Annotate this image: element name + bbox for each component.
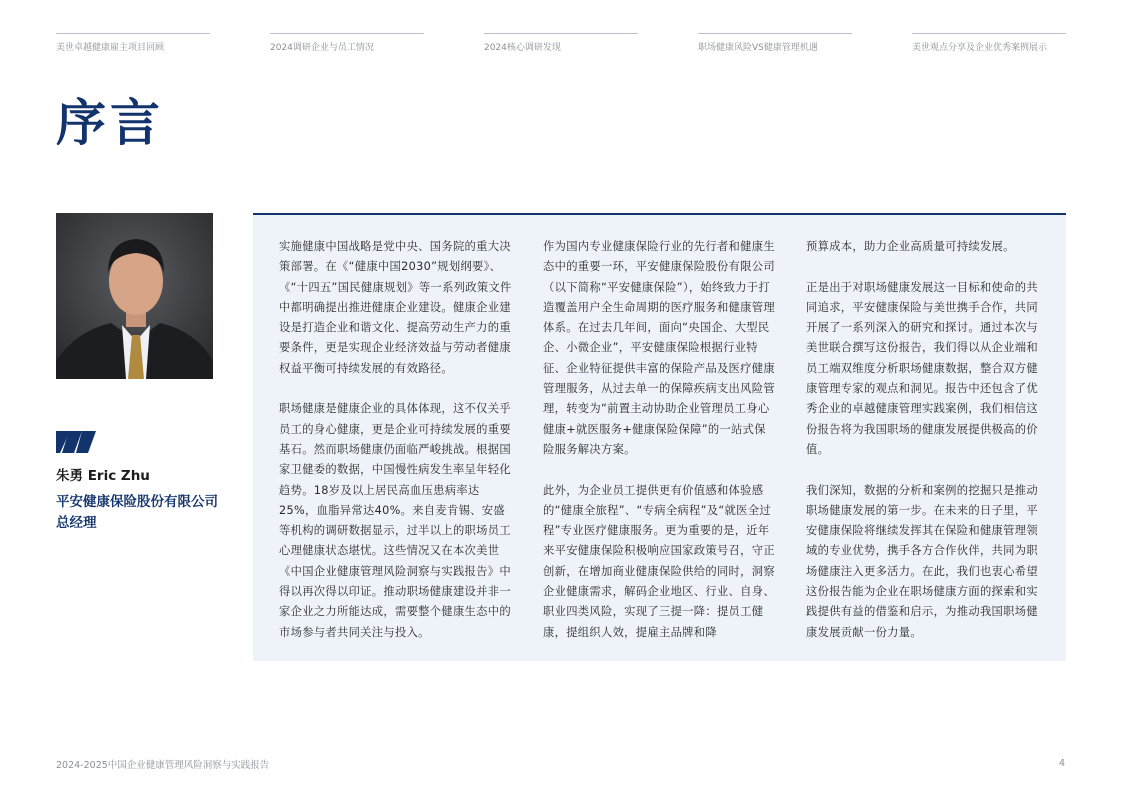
page-number: 4 bbox=[1059, 758, 1066, 769]
paragraph: 预算成本，助力企业高质量可持续发展。 bbox=[806, 240, 1015, 253]
nav-item-project-review[interactable]: 美世卓越健康雇主项目回顾 bbox=[56, 33, 210, 53]
nav-item-survey-profile[interactable]: 2024调研企业与员工情况 bbox=[270, 33, 424, 53]
page-title: 序言 bbox=[56, 94, 164, 152]
brand-logo-mark bbox=[56, 431, 96, 453]
paragraph: 作为国内专业健康保险行业的先行者和健康生态中的重要一环，平安健康保险股份有限公司（以下简称“平安健康保险”），始终致力于打造覆盖用户全生命周期的医疗服务和健康管理体系。在过去几年间，面向“央国企、大型民企、小微企业”，平安健康保险根据行业特征、企业特征提供丰富的保险产品及医疗健康管理服务，从过去单一的保障疾病支出风险管理，转变为“前置主动协助企业管理员工身心健康+就医服务+健康保险保障”的一站式保险服务解决方案。 bbox=[543, 240, 775, 456]
preface-text-panel bbox=[253, 213, 1066, 661]
section-nav bbox=[56, 33, 1066, 57]
paragraph: 职场健康是健康企业的具体体现，这不仅关乎员工的身心健康，更是企业可持续发展的重要基石。然而职场健康仍面临严峻挑战。根据国家卫健委的数据，中国慢性病发生率呈年轻化趋势。18岁及以上居民高血压患病率达25%，血脂异常达40%。来自麦肯锡、安盛等机构的调研数据显示，过半以上的职场员工心理健康状态堪忧。这些情况又在本次美世《中国企业健康管理风险洞察与实践报告》中得以再次得以印证。推动职场健康建设并非一家企业之力所能达成，需要整个健康生态中的市场参与者共同关注与投入。 bbox=[279, 402, 511, 639]
paragraph: 实施健康中国战略是党中央、国务院的重大决策部署。在《“健康中国2030”规划纲要》、《“十四五”国民健康规划》等一系列政策文件中都明确提出推进健康企业建设。健康企业建设是打造企业和谐文化、提高劳动生产力的重要条件，更是实现企业经济效益与劳动者健康权益平衡可持续发展的有效路径。 bbox=[279, 240, 512, 375]
text-column-2 bbox=[543, 237, 776, 663]
author-company: 平安健康保险股份有限公司 bbox=[56, 494, 218, 510]
footer-report-title: 2024-2025中国企业健康管理风险洞察与实践报告 bbox=[56, 760, 270, 771]
author-portrait bbox=[56, 213, 213, 379]
text-column-3 bbox=[806, 237, 1039, 663]
author-affiliation bbox=[56, 492, 246, 534]
text-column-1 bbox=[279, 237, 512, 663]
author-position: 总经理 bbox=[56, 515, 97, 531]
paragraph: 我们深知，数据的分析和案例的挖掘只是推动职场健康发展的第一步。在未来的日子里，平安健康保险将继续发挥其在保险和健康管理领域的专业优势，携手各方合作伙伴，共同为职场健康注入更多活力。在此，我们也衷心希望这份报告能为企业在职场健康方面的探索和实践提供有益的借鉴和启示，为推动我国职场健康发展贡献一份力量。 bbox=[806, 483, 1038, 639]
author-name: 朱勇 Eric Zhu bbox=[56, 468, 150, 484]
paragraph: 正是出于对职场健康发展这一目标和使命的共同追求，平安健康保险与美世携手合作，共同开展了一系列深入的研究和探讨。通过本次与美世联合撰写这份报告，我们得以从企业端和员工端双维度分析职场健康数据，整合双方健康管理专家的观点和洞见。报告中还包含了优秀企业的卓越健康管理实践案例，我们相信这份报告将为我国职场的健康发展提供极高的价值。 bbox=[806, 280, 1038, 456]
paragraph: 此外，为企业员工提供更有价值感和体验感的“健康全旅程”、“专病全病程”及“就医全过程”专业医疗健康服务。更为重要的是，近年来平安健康保险积极响应国家政策号召，守正创新，在增加商业健康保险供给的同时，洞察企业健康需求，解码企业地区、行业、自身、职业四类风险，实现了三提一降：提员工健康，提组织人效，提雇主品牌和降 bbox=[543, 483, 775, 639]
nav-item-viewpoints-cases[interactable]: 美世观点分享及企业优秀案例展示 bbox=[912, 33, 1066, 53]
nav-item-core-findings[interactable]: 2024核心调研发现 bbox=[484, 33, 638, 53]
nav-item-risk-vs-opportunity[interactable]: 职场健康风险VS健康管理机遇 bbox=[698, 33, 852, 53]
